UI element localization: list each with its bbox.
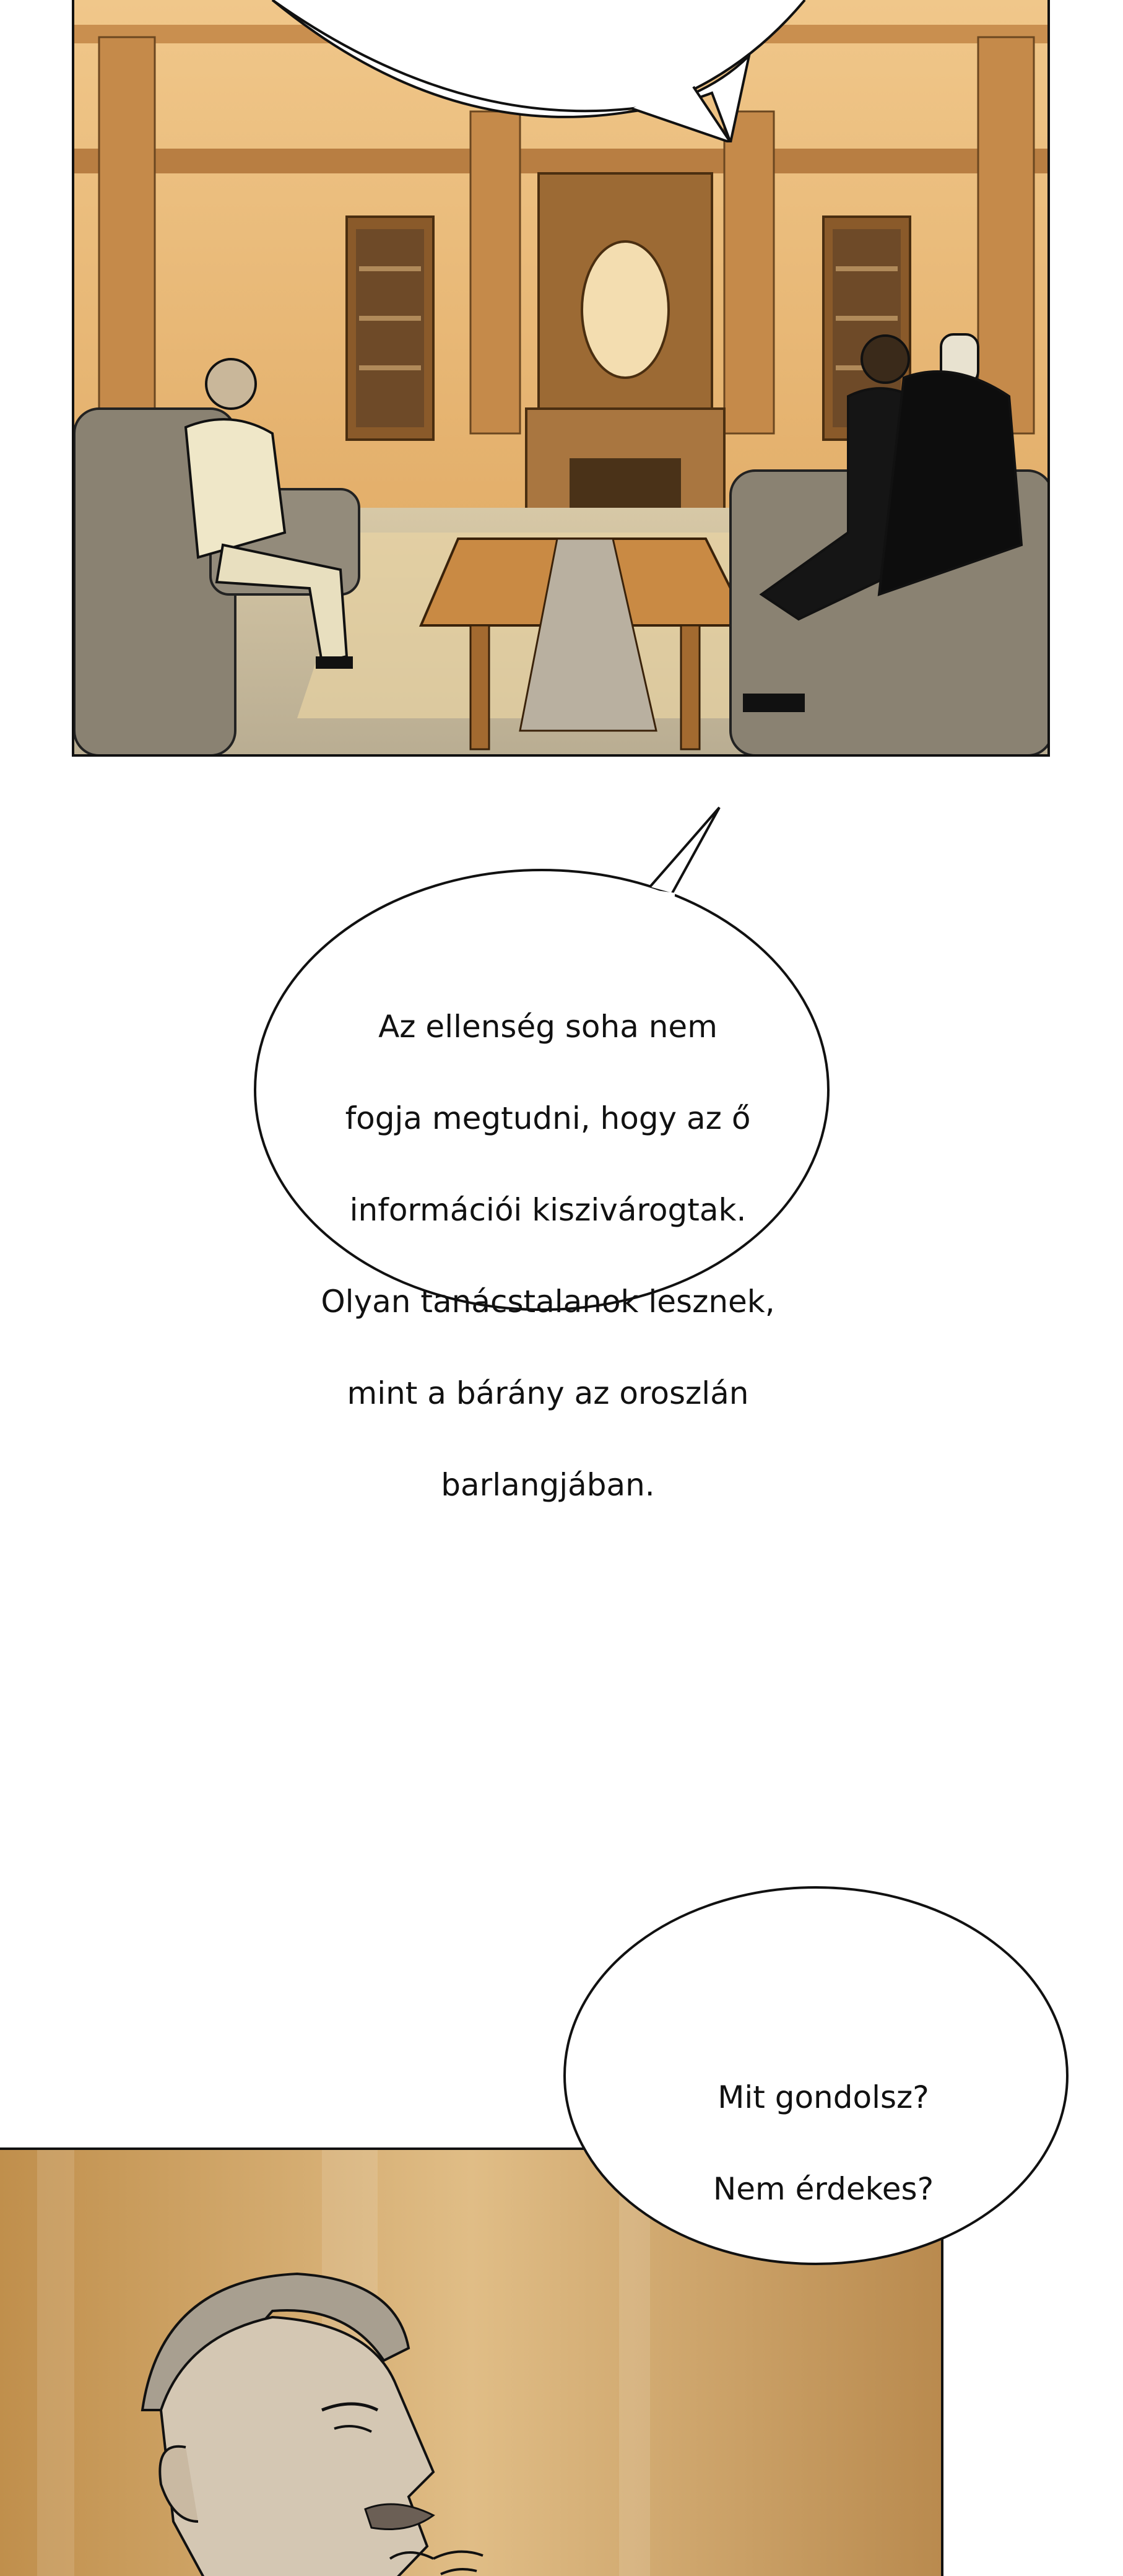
bubble-1-line: fogja megtudni, hogy az ő <box>345 1100 751 1136</box>
bubble-2-line: Mit gondolsz? <box>718 2079 929 2115</box>
bubble-1-line: barlangjában. <box>441 1467 655 1503</box>
bubble-1-line: Az ellenség soha nem <box>378 1009 718 1045</box>
speech-bubble-2-text <box>656 2029 991 2258</box>
bubble-1-line: mint a bárány az oroszlán <box>347 1375 749 1411</box>
speech-bubble-1-text <box>297 958 799 1554</box>
top-speech-bubble-fragment <box>260 0 817 142</box>
bubble-1-line: információi kiszivárogtak. <box>349 1192 747 1228</box>
bubble-2-line: Nem érdekes? <box>713 2171 934 2207</box>
bubble-1-line: Olyan tanácstalanok lesznek, <box>321 1284 775 1320</box>
